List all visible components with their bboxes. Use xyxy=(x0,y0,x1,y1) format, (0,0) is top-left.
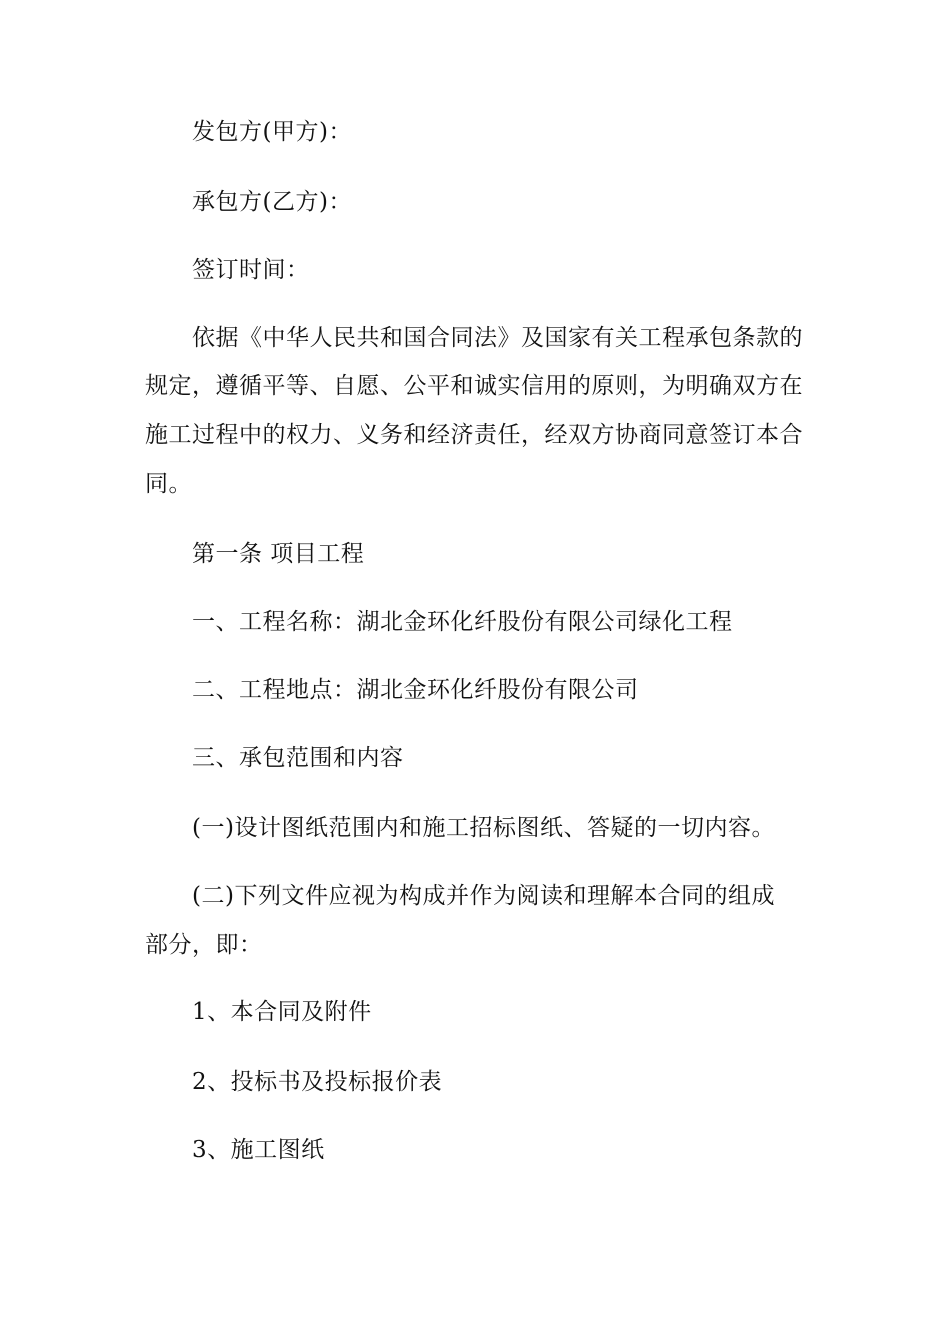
project-name: 一、工程名称：湖北金环化纤股份有限公司绿化工程 xyxy=(192,609,733,635)
list-item: 3、施工图纸 xyxy=(192,1137,325,1163)
list-item: 2、投标书及投标报价表 xyxy=(192,1069,443,1095)
list-item: 1、本合同及附件 xyxy=(192,999,372,1025)
project-location: 二、工程地点：湖北金环化纤股份有限公司 xyxy=(192,677,639,703)
party-a-label: 发包方(甲方)： xyxy=(192,119,352,145)
scope-item-2-line-1: (二)下列文件应视为构成并作为阅读和理解本合同的组成 xyxy=(192,883,775,909)
preamble-line-2: 规定，遵循平等、自愿、公平和诚实信用的原则，为明确双方在 xyxy=(145,373,803,399)
scope-title: 三、承包范围和内容 xyxy=(192,745,404,771)
preamble-line-4: 同。 xyxy=(145,471,192,497)
article-1-title: 第一条 项目工程 xyxy=(192,541,365,567)
preamble-line-3: 施工过程中的权力、义务和经济责任，经双方协商同意签订本合 xyxy=(145,422,803,448)
sign-date-label: 签订时间： xyxy=(192,257,310,283)
preamble-line-1: 依据《中华人民共和国合同法》及国家有关工程承包条款的 xyxy=(192,325,803,351)
scope-item-1: (一)设计图纸范围内和施工招标图纸、答疑的一切内容。 xyxy=(192,815,775,841)
party-b-label: 承包方(乙方)： xyxy=(192,189,352,215)
scope-item-2-line-2: 部分，即： xyxy=(145,932,263,958)
